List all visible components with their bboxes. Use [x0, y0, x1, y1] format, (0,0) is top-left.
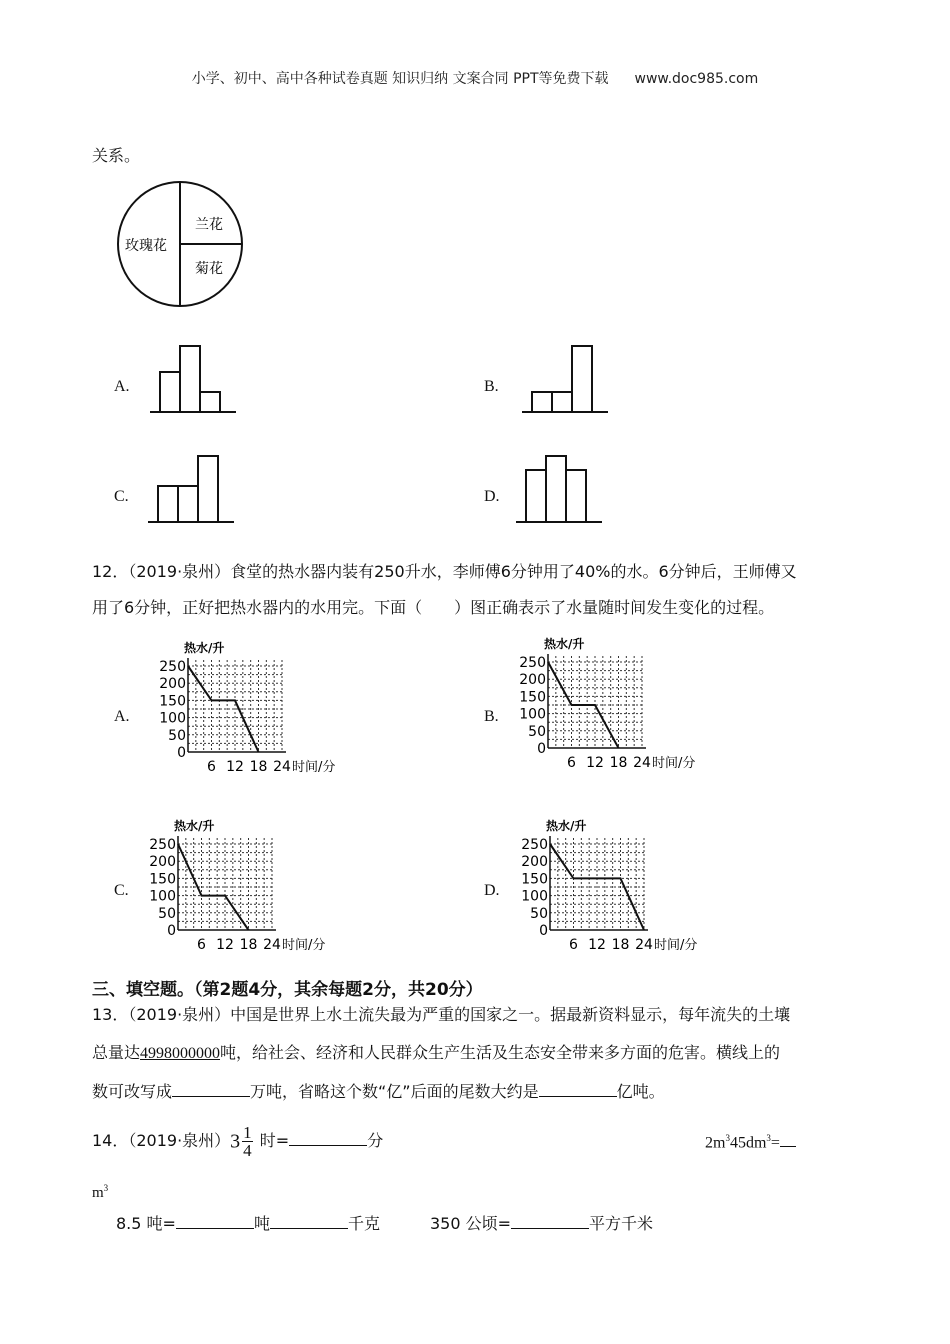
y-axis-title: 热水/升: [544, 637, 585, 651]
q14-ton-a: 8.5 吨=: [116, 1214, 176, 1233]
bar-1: [552, 392, 572, 412]
bar-2: [566, 470, 586, 522]
q11-option-d-label[interactable]: D.: [484, 488, 500, 505]
x-tick-label: 12: [216, 937, 234, 953]
y-tick-label: 200: [519, 672, 546, 689]
y-axis-title: 热水/升: [546, 819, 587, 833]
q12-line1: 12．（2019·泉州）食堂的热水器内装有250升水，李师傅6分钟用了40%的水。6分钟后，王师傅又: [92, 562, 797, 581]
x-tick-label: 12: [226, 759, 244, 775]
y-tick-label: 250: [519, 655, 546, 671]
q14-cube-1: 3: [725, 1133, 730, 1143]
q13-underlined-number: 4998000000: [140, 1045, 221, 1062]
q11-tail: 关系。: [92, 146, 141, 165]
q14-line1: [92, 1124, 383, 1159]
q12-option-d-label[interactable]: D.: [484, 882, 500, 899]
q13-line3-pre: 数可改写成: [92, 1082, 173, 1101]
bar-0: [532, 392, 552, 412]
q11-option-a-bars[interactable]: [150, 338, 240, 418]
q14-frac-den: 4: [243, 1141, 252, 1160]
x-axis-title: 时间/分: [282, 938, 326, 953]
q13-blank-yi[interactable]: [539, 1080, 617, 1097]
q14-blank-volume[interactable]: [780, 1130, 796, 1147]
q14-vol-eq: =: [770, 1134, 780, 1152]
q13-line3-post: 亿吨。: [616, 1082, 665, 1101]
q13-line2-post: 吨，给社会、经济和人民群众生产生活及生态安全带来多方面的危害。横线上的: [220, 1043, 781, 1062]
flower-pie-chart: [112, 176, 248, 312]
y-axis-title: 热水/升: [184, 641, 225, 655]
x-tick-label: 24: [635, 937, 653, 953]
header-title: 小学、初中、高中各种试卷真题 知识归纳 文案合同 PPT等免费下载: [191, 71, 609, 87]
y-tick-label: 100: [149, 888, 176, 905]
x-axis-title: 时间/分: [292, 760, 336, 775]
q14-hectare: [430, 1212, 653, 1234]
q14-line3: [116, 1212, 380, 1234]
q11-option-b-label[interactable]: B.: [484, 378, 499, 395]
q14-mixed-int: 3: [230, 1130, 241, 1153]
x-tick-label: 24: [263, 937, 281, 953]
y-tick-label: 150: [521, 871, 548, 888]
q13-line1: 13．（2019·泉州）中国是世界上水土流失最为严重的国家之一。据最新资料显示，每年流失的土壤: [92, 1005, 791, 1024]
header-site: www.doc985.com: [634, 71, 759, 87]
q14-prefix: 14．（2019·泉州）: [92, 1131, 231, 1150]
q12-line2: 用了6分钟，正好把热水器内的水用完。下面（ ）图正确表示了水量随时间发生变化的过程。: [92, 598, 775, 617]
q14-blank-minutes[interactable]: [289, 1129, 367, 1146]
q14-vol-unit: m: [92, 1185, 104, 1201]
y-tick-label: 0: [177, 745, 186, 761]
y-tick-label: 200: [521, 854, 548, 871]
x-tick-label: 6: [197, 937, 206, 953]
pie-label-rose: 玫瑰花: [125, 238, 167, 254]
water-level-line: [188, 666, 259, 752]
bar-0: [160, 372, 180, 412]
pie-label-orchid: 兰花: [195, 217, 223, 233]
q12-graph-a[interactable]: [150, 638, 340, 778]
x-tick-label: 18: [609, 755, 628, 771]
y-tick-label: 50: [528, 723, 546, 740]
q12-graph-d[interactable]: [512, 816, 702, 956]
y-tick-label: 250: [521, 837, 548, 853]
y-tick-label: 250: [159, 659, 186, 675]
q13-line3-mid: 万吨，省略这个数“亿”后面的尾数大约是: [250, 1082, 539, 1101]
q11-option-c-bars[interactable]: [148, 448, 238, 528]
section3-heading: 三、填空题。（第2题4分，其余每题2分，共20分）: [92, 980, 483, 1000]
q12-option-c-label[interactable]: C.: [114, 882, 129, 899]
y-tick-label: 0: [539, 923, 548, 939]
x-axis-title: 时间/分: [654, 938, 698, 953]
x-tick-label: 18: [611, 937, 630, 953]
y-tick-label: 0: [167, 923, 176, 939]
x-tick-label: 12: [586, 755, 604, 771]
q14-minute-unit: 分: [367, 1131, 384, 1150]
q14-vol-a: 2m: [705, 1134, 726, 1152]
q13-line2: [92, 1043, 780, 1064]
x-tick-label: 24: [273, 759, 291, 775]
x-tick-label: 6: [569, 937, 578, 953]
q14-cube-2: 3: [766, 1133, 771, 1143]
bar-1: [180, 346, 200, 412]
q14-frac-num: 1: [243, 1123, 252, 1142]
q12-option-b-label[interactable]: B.: [484, 708, 499, 725]
y-tick-label: 50: [168, 727, 186, 744]
y-tick-label: 50: [158, 905, 176, 922]
y-tick-label: 150: [159, 693, 186, 710]
x-tick-label: 12: [588, 937, 606, 953]
q14-fraction: [242, 1124, 253, 1159]
q14-ha-b: 平方千米: [589, 1214, 654, 1233]
q14-blank-kg[interactable]: [270, 1212, 348, 1229]
q12-option-a-label[interactable]: A.: [114, 708, 130, 725]
q14-blank-km2[interactable]: [511, 1212, 589, 1229]
pie-label-chrysanthemum: 菊花: [195, 261, 223, 277]
y-axis-title: 热水/升: [174, 819, 215, 833]
bar-0: [526, 470, 546, 522]
q14-volume-unit: [92, 1178, 108, 1203]
q11-option-d-bars[interactable]: [516, 448, 606, 528]
y-tick-label: 200: [149, 854, 176, 871]
y-tick-label: 150: [149, 871, 176, 888]
q13-blank-wan[interactable]: [172, 1080, 250, 1097]
bar-1: [178, 486, 198, 522]
q11-option-c-label[interactable]: C.: [114, 488, 129, 505]
water-level-line: [178, 844, 249, 930]
q14-volume-line: [705, 1128, 796, 1153]
q13-line2-pre: 总量达: [92, 1043, 141, 1062]
q11-option-b-bars[interactable]: [522, 338, 612, 418]
q13-line3: [92, 1080, 665, 1102]
q11-option-a-label[interactable]: A.: [114, 378, 130, 395]
y-tick-label: 250: [149, 837, 176, 853]
y-tick-label: 100: [521, 888, 548, 905]
bar-2: [200, 392, 220, 412]
bar-0: [158, 486, 178, 522]
x-tick-label: 6: [567, 755, 576, 771]
bar-2: [198, 456, 218, 522]
y-tick-label: 200: [159, 676, 186, 693]
water-level-line: [548, 662, 619, 748]
y-tick-label: 50: [530, 905, 548, 922]
q14-blank-ton-int[interactable]: [176, 1212, 254, 1229]
x-axis-title: 时间/分: [652, 756, 696, 771]
q14-ton-b: 吨: [253, 1214, 270, 1233]
page-header: [0, 68, 950, 88]
y-tick-label: 0: [537, 741, 546, 757]
x-tick-label: 24: [633, 755, 651, 771]
q12-graph-b[interactable]: [510, 634, 700, 774]
q14-vol-b: 45dm: [729, 1134, 767, 1152]
q12-graph-c[interactable]: [140, 816, 330, 956]
x-tick-label: 18: [249, 759, 268, 775]
y-tick-label: 100: [159, 710, 186, 727]
x-tick-label: 18: [239, 937, 258, 953]
bar-1: [546, 456, 566, 522]
y-tick-label: 100: [519, 706, 546, 723]
bar-2: [572, 346, 592, 412]
x-tick-label: 6: [207, 759, 216, 775]
q14-hour-eq: 时=: [259, 1131, 290, 1150]
q14-ton-c: 千克: [347, 1214, 380, 1233]
y-tick-label: 150: [519, 689, 546, 706]
q14-ha-a: 350 公顷=: [430, 1214, 512, 1233]
q14-cube-3: 3: [103, 1183, 109, 1193]
